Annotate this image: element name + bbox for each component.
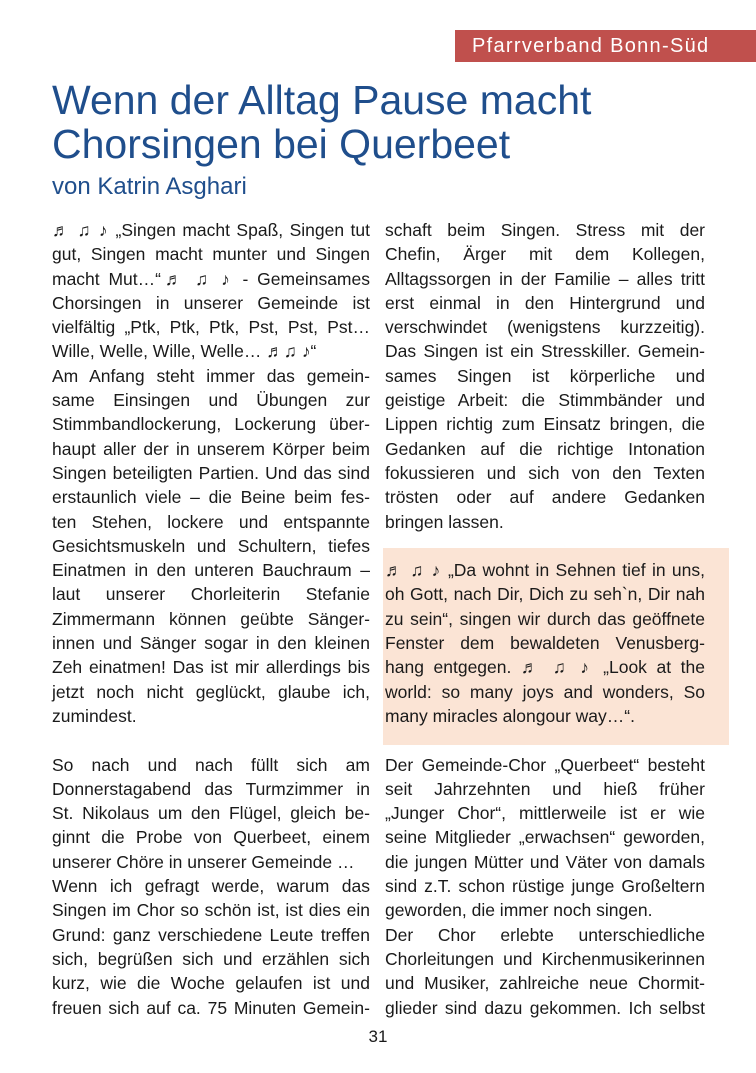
- article-title-line: Chorsingen bei Querbeet: [52, 121, 511, 167]
- text-line: kurz, wie die Woche gelaufen ist und: [52, 973, 370, 994]
- text-line: gut, Singen macht munter und Singen: [52, 244, 370, 265]
- parish-name: Pfarrverband Bonn-Süd: [472, 35, 710, 57]
- text-line: Der Gemeinde-Chor „Querbeet“ besteht: [385, 754, 705, 775]
- text-line: erst einmal in den Hintergrund und: [385, 292, 705, 313]
- text-line: same Einsingen und Übungen zur: [52, 390, 370, 411]
- text-line: fokussieren und sich von den Texten: [385, 462, 705, 483]
- text-line: zumindest.: [52, 705, 137, 726]
- text-line: verschwindet (wenigstens kurzzeitig).: [385, 317, 705, 338]
- text-line: Alltagssorgen in der Familie – alles tritt: [385, 268, 705, 289]
- text-line: Wenn ich gefragt werde, warum das: [52, 876, 370, 897]
- text-line: Chefin, Ärger mit dem Kollegen,: [385, 244, 705, 265]
- text-line: Fenster dem bewaldeten Venusberg-: [385, 633, 705, 654]
- paragraph: [52, 218, 370, 364]
- text-line: seine Mitglieder „erwachsen“ geworden,: [385, 827, 705, 848]
- text-line: Chorsingen in unserer Gemeinde ist: [52, 292, 370, 313]
- text-line: Das Singen ist ein Stresskiller. Gemein-: [385, 341, 705, 362]
- text-line: Donnerstagabend das Turmzimmer in: [52, 778, 370, 799]
- paragraph: [385, 558, 705, 728]
- text-line: Lippen richtig zum Einsatz bringen, die: [385, 414, 705, 435]
- text-line: unserer Chöre in unserer Gemeinde …: [52, 851, 355, 872]
- text-line: Singen beteiligten Partien. Und das sind: [52, 462, 370, 483]
- text-line: oh Gott, nach Dir, Dich zu seh`n, Dir nah: [385, 584, 705, 605]
- text-line: Zimmermann können geübte Sänger-: [52, 608, 370, 629]
- left-text-column: [52, 218, 370, 1020]
- text-line: St. Nikolaus um den Flügel, gleich be-: [52, 803, 370, 824]
- text-line: world: so many joys and wonders, So: [385, 681, 705, 702]
- right-text-column: [385, 218, 705, 1020]
- text-line: laut unserer Chorleiterin Stefanie: [52, 584, 370, 605]
- text-line: sich, begrüßen sich und erzählen sich: [52, 948, 370, 969]
- text-line: Zeh einatmen! Das ist mir allerdings bis: [52, 657, 370, 678]
- text-line: haupt aller der in unserem Körper beim: [52, 438, 370, 459]
- text-line: geworden, die immer noch singen.: [385, 900, 653, 921]
- text-line: innen und Sänger sogar in den kleinen: [52, 633, 370, 654]
- text-line: glieder sind dazu gekommen. Ich selbst: [385, 997, 705, 1018]
- text-line: zu sein“, singen wir durch das geöffnete: [385, 608, 705, 629]
- text-line: Chorleitungen und Kirchenmusikerinnen: [385, 948, 705, 969]
- text-line: Am Anfang steht immer das gemein-: [52, 365, 370, 386]
- text-line: Einatmen in den unteren Bauchraum –: [52, 560, 370, 581]
- text-line: und Musiker, zahlreiche neue Chormit-: [385, 973, 705, 994]
- text-line: ten Stehen, lockere und entspannte: [52, 511, 370, 532]
- text-line: jetzt noch nicht geglückt, glaube ich,: [52, 681, 370, 702]
- text-line: Der Chor erlebte unterschiedliche: [385, 924, 705, 945]
- text-line: „Junger Chor“, mittlerweile ist er wie: [385, 803, 705, 824]
- text-line: sind z.T. schon rüstige junge Großeltern: [385, 876, 705, 897]
- text-line: sames Singen ist körperliche und: [385, 365, 705, 386]
- text-line: Singen im Chor so schön ist, ist dies ein: [52, 900, 370, 921]
- paragraph-spacer: [52, 728, 370, 752]
- text-line: freuen sich auf ca. 75 Minuten Gemein-: [52, 997, 370, 1018]
- paragraph: [52, 753, 370, 874]
- text-line: macht Mut…“♬ ♫ ♪ - Gemeinsames: [52, 268, 370, 289]
- article-title-line: Wenn der Alltag Pause macht: [52, 77, 592, 123]
- text-line: ♬ ♫ ♪ „Singen macht Spaß, Singen tut: [52, 220, 370, 240]
- text-line: die jungen Mütter und Väter von damals: [385, 851, 705, 872]
- text-line: bringen lassen.: [385, 511, 504, 532]
- paragraph: [385, 218, 705, 534]
- paragraph: [52, 364, 370, 728]
- text-line: seit Jahrzehnten und hieß früher: [385, 778, 705, 799]
- page-number: 31: [368, 1027, 388, 1046]
- header-banner: [455, 30, 756, 62]
- paragraph: [385, 923, 705, 1020]
- text-line: Grund: ganz verschiedene Leute treffen: [52, 924, 370, 945]
- text-line: vielfältig „Ptk, Ptk, Ptk, Pst, Pst, Pst…: [52, 317, 370, 338]
- text-line: Gedanken auf die richtige Intonation: [385, 438, 705, 459]
- text-line: Gesichtsmuskeln und Schultern, tiefes: [52, 535, 370, 556]
- author-byline: von Katrin Asghari: [52, 173, 247, 200]
- text-line: schaft beim Singen. Stress mit der: [385, 220, 705, 240]
- text-line: ♬ ♫ ♪ „Da wohnt in Sehnen tief in uns,: [385, 560, 705, 581]
- text-line: Wille, Welle, Wille, Welle… ♬♫ ♪“: [52, 341, 317, 362]
- paragraph: [385, 753, 705, 923]
- article-title: [52, 78, 591, 166]
- highlight-box: [383, 548, 729, 745]
- text-line: trösten oder auf andere Gedanken: [385, 487, 705, 508]
- paragraph: [52, 874, 370, 1020]
- text-line: many miracles alongour way…“.: [385, 705, 635, 726]
- text-line: erstaunlich viele – die Beine beim fes-: [52, 487, 370, 508]
- text-line: So nach und nach füllt sich am: [52, 754, 370, 775]
- text-line: geistige Arbeit: die Stimmbänder und: [385, 390, 705, 411]
- text-line: ginnt die Probe von Querbeet, einem: [52, 827, 370, 848]
- text-line: Stimmbandlockerung, Lockerung über-: [52, 414, 370, 435]
- text-line: hang entgegen. ♬ ♫ ♪ „Look at the: [385, 657, 705, 678]
